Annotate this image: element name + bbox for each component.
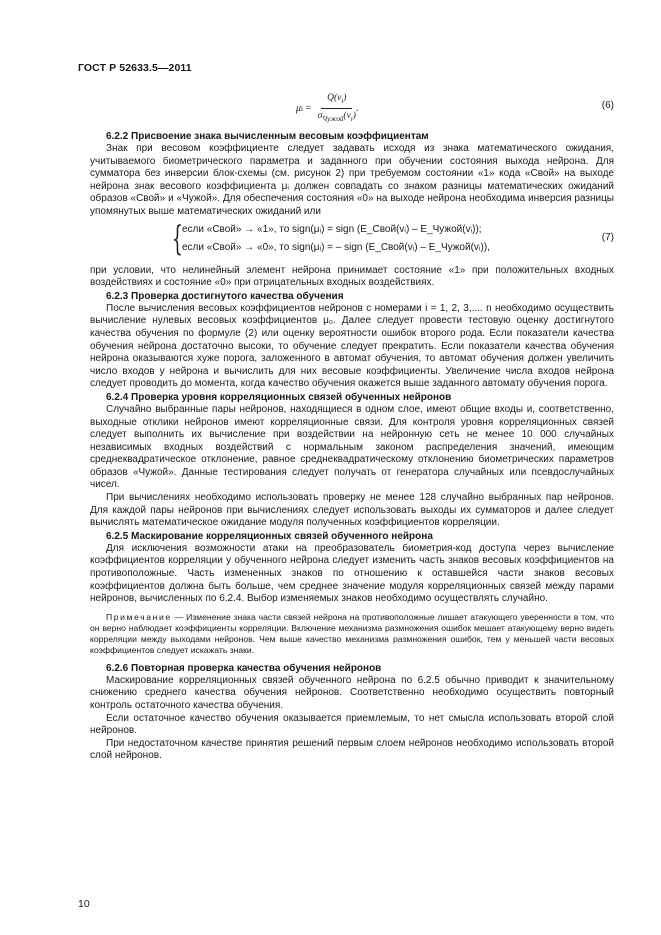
formula-6-denominator: $\sigma_{Чужой}(v_i)$ [317, 111, 356, 124]
document-code-header: ГОСТ Р 52633.5—2011 [78, 62, 192, 74]
formula-6-expression [296, 92, 358, 126]
formula-6-number: (6) [601, 100, 614, 111]
section-6-2-3-heading: 6.2.3 Проверка достигнутого качества обучения [106, 290, 344, 302]
formula-6-lhs-sub: i [301, 104, 303, 113]
formula-7-brace: { [172, 218, 183, 259]
numerator-tail: ) [343, 93, 347, 103]
formula-7-line-2: если «Свой» → «0», то sign(μᵢ) = – sign (E_Свой(vᵢ) – E_Чужой(vᵢ)), [182, 241, 490, 253]
section-6-2-5-heading: 6.2.5 Маскирование корреляционных связей обученного нейрона [106, 530, 433, 542]
section-6-2-6-paragraph-1: Маскирование корреляционных связей обученного нейрона по 6.2.5 обычно приводит к значительному снижению среднего качества обучения нейронов. Соответственно необходимо осуществить повторный контроль остаточного качества обучения. [90, 674, 614, 711]
section-6-2-4-paragraph-2: При вычислениях необходимо использовать проверку не менее 128 случайно выбранных пар нейронов. Для каждой пары нейронов при вычислениях следует использовать выходы их сумматоров и далее следует вычислять математическое ожидание модуля полученных коэффициентов корреляции. [90, 492, 614, 529]
note-text: — Изменение знака части связей нейрона на противоположные лишает атакующего уверенности в том, что он верно наблюдает коэффициенты корреляции. Включение механизма размножения ошибок мешает атакующему верно видеть корреляции между выходами нейронов. Чем выше качество механизма размножения ошибок, тем у меньшей части весовых коэффициентов следует искажать знаки. [90, 611, 614, 655]
formula-6-tail: . [355, 102, 359, 114]
formula-6-equals: = [302, 102, 314, 114]
section-6-2-4-heading: 6.2.4 Проверка уровня корреляционных связей обученных нейронов [106, 391, 452, 403]
section-6-2-4-paragraph-1: Случайно выбранные пары нейронов, находящиеся в одном слое, имеют общие входы и, соответственно, выходные отклики нейронов имеют корреляционные связи. Для контроля уровня корреляционных связей следует выполнить их вычисление при воздействии на нейронную сеть не менее 10 000 случайных независимых входных воздействий с нормальным законом распределения значений, имеющим среднеквадратическое отклонение, равное среднеквадратическому отклонению биометрических параметров образов «Чужой». Данные тестирования следует получать от генератора случайных или псевдослучайных чисел. [90, 403, 614, 491]
section-6-2-6-paragraph-2: Если остаточное качество обучения оказывается приемлемым, то нет смысла использовать второй слой нейронов. [90, 712, 614, 737]
formula-6 [90, 90, 614, 124]
page-content [90, 90, 614, 763]
formula-6-numerator: $Q(v_i)$ [321, 92, 352, 109]
formula-6-fraction [318, 92, 356, 126]
after-formula-7-paragraph: при условии, что нелинейный элемент нейрона принимает состояние «1» при положительных входных воздействиях и состояние «0» при отрицательных входных воздействиях. [90, 264, 614, 289]
section-6-2-2-paragraph: Знак при весовом коэффициенте следует задавать исходя из знака математического ожидания, учитываемого биометрического параметра и заданного при обучении состояния выхода нейрона. Для сумматора без инверсии блок-схемы (см. рисунок 2) при требуемом состоянии «1» кода «Свой» на выходе нейрона знак весового коэффициента μᵢ должен совпадать со знаком разницы математических ожиданий образов «Свой» и «Чужой». Для обеспечения состояния «0» на выходе нейрона необходима инверсия разницы упомянутых выше математических ожиданий или [90, 143, 614, 217]
denominator-tail: (v [343, 111, 351, 122]
denominator-end: ) [352, 111, 356, 122]
formula-7-line-1: если «Свой» → «1», то sign(μᵢ) = sign (E_Свой(vᵢ) – E_Чужой(vᵢ)); [182, 223, 482, 235]
section-6-2-2-heading: 6.2.2 Присвоение знака вычисленным весовым коэффициентам [106, 131, 429, 142]
formula-6-lhs: μ [296, 102, 302, 114]
denominator-text: σ [317, 111, 323, 122]
formula-7 [90, 218, 614, 260]
section-6-2-3-paragraph: После вычисления весовых коэффициентов нейронов с номерами i = 1, 2, 3,.... n необходимо осуществить вычисление нулевых весовых коэффициентов μ₀. Далее следует провести тестовую оценку достигнутого качества обучения по формуле (2) или оценку вероятности ошибок второго рода. Если показатели качества обучения нейрона достаточно высоки, то обучение следует прекратить. Если показатели качества обучения нейрона оказываются хуже порога, заложенного в автомат обучения, то автомат обучения должен увеличить число входов у нейрона и вычислить для них весовые коэффициенты. Увеличение числа входов нейрона следует проводить до момента, когда качество обучения окажется выше заданного автомату обучения порога. [90, 302, 614, 390]
section-6-2-5-paragraph: Для исключения возможности атаки на преобразователь биометрия-код доступа через вычисление коэффициентов корреляции у обученного нейрона следует изменить часть знаков весовых коэффициентов на противоположные. Часть измененных знаков по отношению к оставшейся части знаков весовых коэффициентов должна быть больше, чем среднее значение модуля корреляционных связей между парами нейронов, вычисленных по 6.2.4. Выбор изменяемых знаков необходимо осуществлять случайно. [90, 542, 614, 605]
denominator-sub: Чужой [322, 115, 344, 124]
note-paragraph [90, 612, 614, 656]
page-number: 10 [78, 898, 90, 910]
section-6-2-6-heading: 6.2.6 Повторная проверка качества обучения нейронов [106, 662, 382, 674]
numerator-text: Q(v [327, 93, 342, 103]
note-lead: Примечание [106, 611, 172, 622]
formula-7-number: (7) [601, 231, 614, 243]
section-6-2-6-paragraph-3: При недостаточном качестве принятия решений первым слоем нейронов необходимо использовать второй слой нейронов. [90, 737, 614, 762]
